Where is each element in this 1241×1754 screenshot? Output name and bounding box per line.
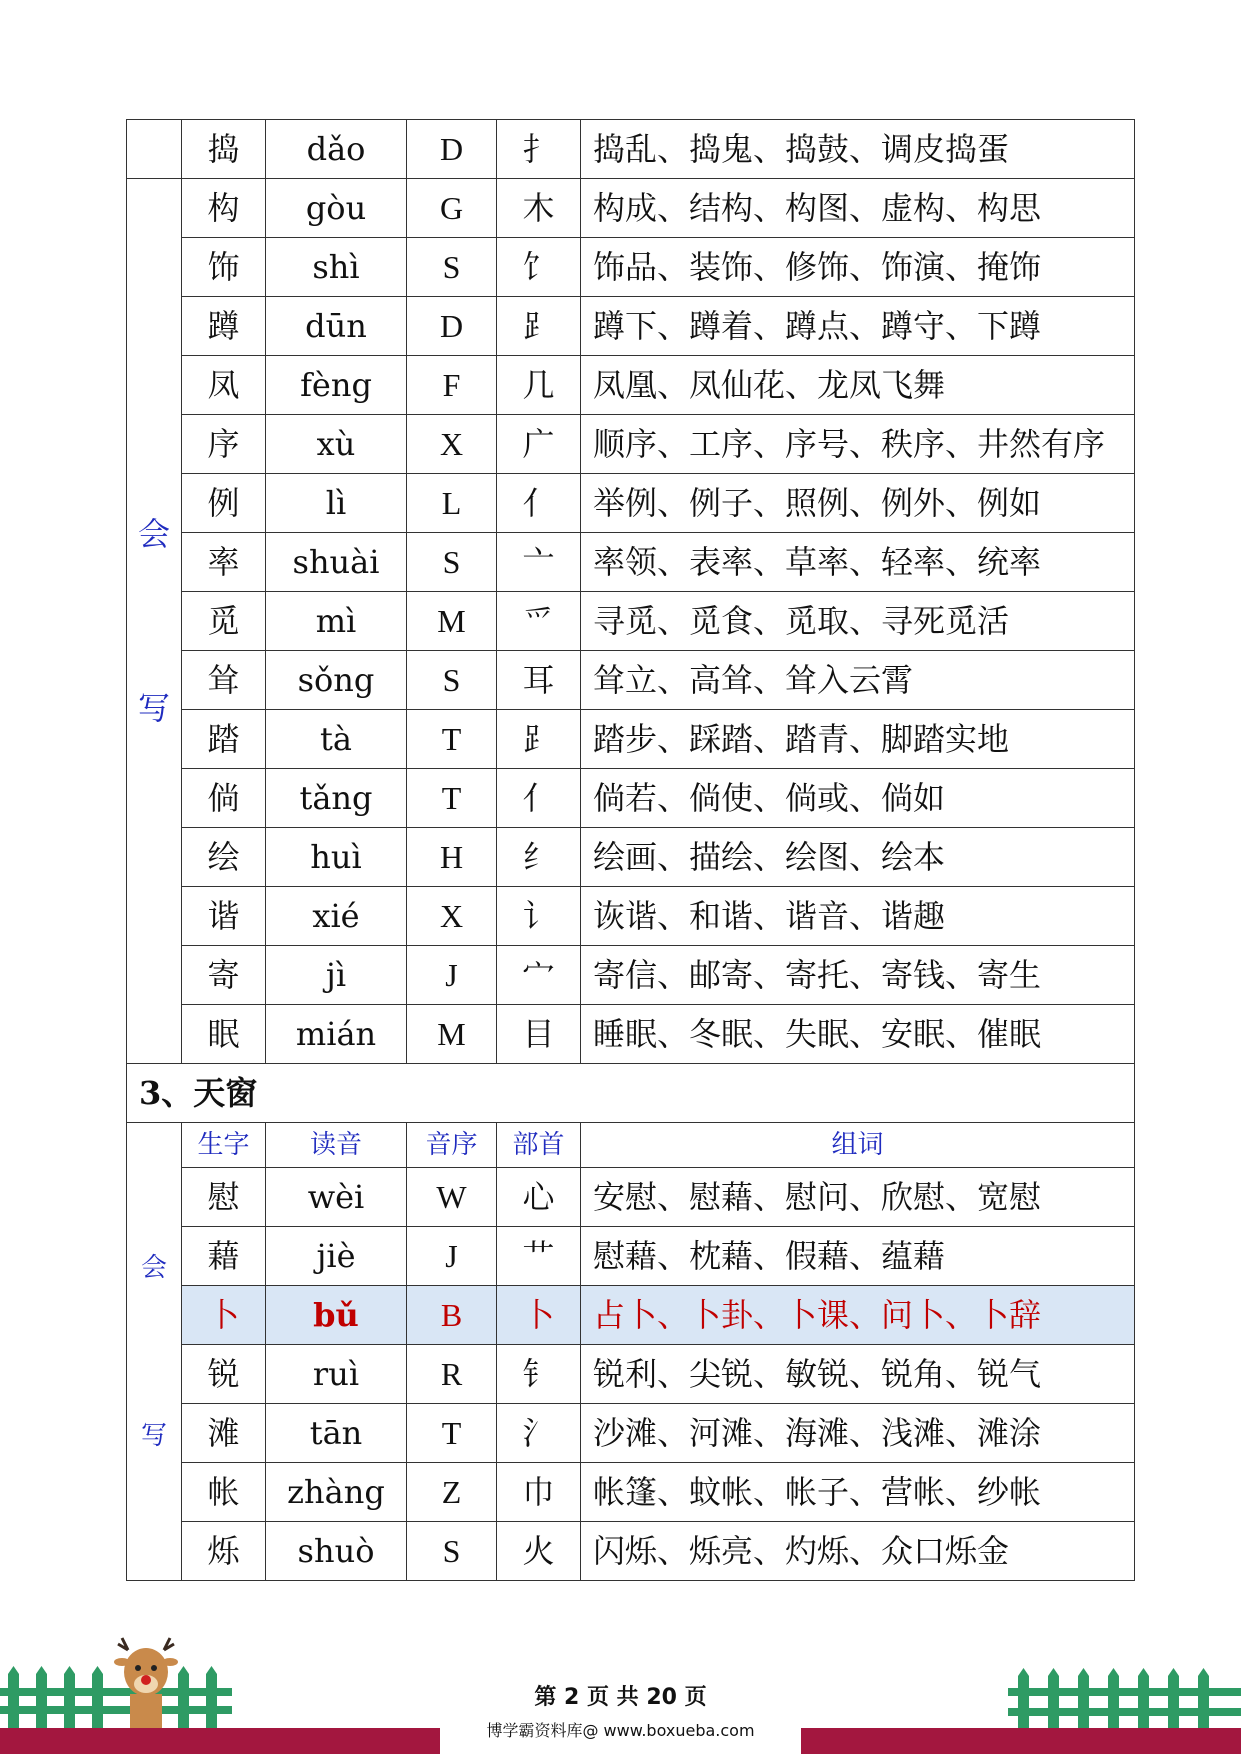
words-cell: 凤凰、凤仙花、龙凤飞舞 (581, 356, 1135, 415)
radical-cell: 目 (497, 1005, 581, 1064)
words-cell: 闪烁、烁亮、灼烁、众口烁金 (581, 1522, 1135, 1581)
letter-cell: T (407, 710, 497, 769)
table-row (127, 1005, 1135, 1064)
section-title: 3、天窗 (127, 1064, 1135, 1123)
words-cell: 寻觅、觅食、觅取、寻死觅活 (581, 592, 1135, 651)
pinyin-cell: tān (266, 1404, 407, 1463)
table-row (127, 238, 1135, 297)
side-label-write: 写 (137, 689, 170, 727)
letter-cell: X (407, 887, 497, 946)
letter-cell: X (407, 415, 497, 474)
char-cell: 耸 (182, 651, 266, 710)
table-row (127, 533, 1135, 592)
pinyin-cell: tà (266, 710, 407, 769)
pinyin-cell: shuài (266, 533, 407, 592)
letter-cell: T (407, 769, 497, 828)
words-cell: 率领、表率、草率、轻率、统率 (581, 533, 1135, 592)
pinyin-cell: shuò (266, 1522, 407, 1581)
pinyin-cell: jiè (266, 1227, 407, 1286)
radical-cell: 氵 (497, 1404, 581, 1463)
letter-cell: F (407, 356, 497, 415)
letter-cell: L (407, 474, 497, 533)
char-cell: 构 (182, 179, 266, 238)
char-cell: 凤 (182, 356, 266, 415)
letter-cell: J (407, 946, 497, 1005)
pinyin-cell: ruì (266, 1345, 407, 1404)
site-credit: 博学霸资料库@ www.boxueba.com (486, 1721, 755, 1740)
letter-cell: G (407, 179, 497, 238)
table-row (127, 1463, 1135, 1522)
char-cell: 藉 (182, 1227, 266, 1286)
table-row (127, 946, 1135, 1005)
side-label-read: 会 (137, 515, 170, 553)
letter-cell: B (407, 1286, 497, 1345)
pinyin-cell: fèng (266, 356, 407, 415)
radical-cell: 亻 (497, 474, 581, 533)
char-cell: 烁 (182, 1522, 266, 1581)
letter-cell: R (407, 1345, 497, 1404)
pinyin-cell: xié (266, 887, 407, 946)
page-number: 第 2 页 共 20 页 (534, 1685, 707, 1710)
words-cell: 寄信、邮寄、寄托、寄钱、寄生 (581, 946, 1135, 1005)
char-cell: 眠 (182, 1005, 266, 1064)
char-cell: 寄 (182, 946, 266, 1005)
table-row (127, 297, 1135, 356)
table-row (127, 1168, 1135, 1227)
pinyin-cell: dǎo (266, 120, 407, 179)
pinyin-cell: zhàng (266, 1463, 407, 1522)
radical-cell: 讠 (497, 887, 581, 946)
radical-cell: 木 (497, 179, 581, 238)
char-cell: 捣 (182, 120, 266, 179)
words-cell: 绘画、描绘、绘图、绘本 (581, 828, 1135, 887)
words-cell: 捣乱、捣鬼、捣鼓、调皮捣蛋 (581, 120, 1135, 179)
table-row (127, 592, 1135, 651)
letter-cell: H (407, 828, 497, 887)
radical-cell: 纟 (497, 828, 581, 887)
char-cell: 倘 (182, 769, 266, 828)
table-row (127, 415, 1135, 474)
header-radical: 部首 (497, 1123, 581, 1168)
pinyin-cell: bǔ (266, 1286, 407, 1345)
words-cell: 占卜、卜卦、卜课、问卜、卜辞 (581, 1286, 1135, 1345)
table-row (127, 710, 1135, 769)
letter-cell: D (407, 120, 497, 179)
words-cell: 帐篷、蚊帐、帐子、营帐、纱帐 (581, 1463, 1135, 1522)
table-row (127, 179, 1135, 238)
letter-cell: W (407, 1168, 497, 1227)
words-cell: 耸立、高耸、耸入云霄 (581, 651, 1135, 710)
words-cell: 沙滩、河滩、海滩、浅滩、滩涂 (581, 1404, 1135, 1463)
table-row (127, 1286, 1135, 1345)
pinyin-cell: mì (266, 592, 407, 651)
char-cell: 谐 (182, 887, 266, 946)
pinyin-cell: wèi (266, 1168, 407, 1227)
radical-cell: 亻 (497, 769, 581, 828)
words-cell: 蹲下、蹲着、蹲点、蹲守、下蹲 (581, 297, 1135, 356)
radical-cell: 耳 (497, 651, 581, 710)
radical-cell: 钅 (497, 1345, 581, 1404)
char-cell: 率 (182, 533, 266, 592)
radical-cell: 广 (497, 415, 581, 474)
header-words: 组词 (581, 1123, 1135, 1168)
side-empty (127, 120, 182, 179)
char-cell: 帐 (182, 1463, 266, 1522)
letter-cell: D (407, 297, 497, 356)
words-cell: 锐利、尖锐、敏锐、锐角、锐气 (581, 1345, 1135, 1404)
side-label-read: 会 (140, 1252, 167, 1283)
pinyin-cell: sǒng (266, 651, 407, 710)
char-cell: 绘 (182, 828, 266, 887)
char-cell: 蹲 (182, 297, 266, 356)
radical-cell: 巾 (497, 1463, 581, 1522)
radical-cell: 亠 (497, 533, 581, 592)
radical-cell: ⻊ (497, 710, 581, 769)
words-cell: 顺序、工序、序号、秩序、井然有序 (581, 415, 1135, 474)
pinyin-cell: huì (266, 828, 407, 887)
table-row (127, 1227, 1135, 1286)
words-cell: 睡眠、冬眠、失眠、安眠、催眠 (581, 1005, 1135, 1064)
letter-cell: S (407, 533, 497, 592)
pinyin-cell: lì (266, 474, 407, 533)
pinyin-cell: shì (266, 238, 407, 297)
pinyin-cell: tǎng (266, 769, 407, 828)
table-row (127, 1522, 1135, 1581)
table-row (127, 887, 1135, 946)
letter-cell: S (407, 238, 497, 297)
words-cell: 诙谐、和谐、谐音、谐趣 (581, 887, 1135, 946)
letter-cell: M (407, 1005, 497, 1064)
letter-cell: S (407, 1522, 497, 1581)
vocab-table (126, 119, 1135, 1581)
table-row (127, 828, 1135, 887)
words-cell: 倘若、倘使、倘或、倘如 (581, 769, 1135, 828)
table-row (127, 769, 1135, 828)
words-cell: 饰品、装饰、修饰、饰演、掩饰 (581, 238, 1135, 297)
table-row (127, 356, 1135, 415)
char-cell: 饰 (182, 238, 266, 297)
radical-cell: 艹 (497, 1227, 581, 1286)
words-cell: 安慰、慰藉、慰问、欣慰、宽慰 (581, 1168, 1135, 1227)
radical-cell: 扌 (497, 120, 581, 179)
pinyin-cell: jì (266, 946, 407, 1005)
letter-cell: T (407, 1404, 497, 1463)
radical-cell: 火 (497, 1522, 581, 1581)
words-cell: 举例、例子、照例、例外、例如 (581, 474, 1135, 533)
pinyin-cell: dūn (266, 297, 407, 356)
header-letter: 音序 (407, 1123, 497, 1168)
char-cell: 例 (182, 474, 266, 533)
radical-cell: 心 (497, 1168, 581, 1227)
letter-cell: J (407, 1227, 497, 1286)
pinyin-cell: xù (266, 415, 407, 474)
header-row (127, 1123, 1135, 1168)
radical-cell: 爫 (497, 592, 581, 651)
radical-cell: 卜 (497, 1286, 581, 1345)
letter-cell: M (407, 592, 497, 651)
words-cell: 慰藉、枕藉、假藉、蕴藉 (581, 1227, 1135, 1286)
letter-cell: Z (407, 1463, 497, 1522)
header-char: 生字 (182, 1123, 266, 1168)
side-label-write: 写 (140, 1420, 167, 1451)
letter-cell: S (407, 651, 497, 710)
radical-cell: 饣 (497, 238, 581, 297)
radical-cell: 几 (497, 356, 581, 415)
pinyin-cell: gòu (266, 179, 407, 238)
char-cell: 滩 (182, 1404, 266, 1463)
words-cell: 踏步、踩踏、踏青、脚踏实地 (581, 710, 1135, 769)
pinyin-cell: mián (266, 1005, 407, 1064)
words-cell: 构成、结构、构图、虚构、构思 (581, 179, 1135, 238)
table-row (127, 474, 1135, 533)
side-label-1 (127, 179, 182, 1064)
char-cell: 锐 (182, 1345, 266, 1404)
table-row (127, 1345, 1135, 1404)
char-cell: 慰 (182, 1168, 266, 1227)
radical-cell: 宀 (497, 946, 581, 1005)
char-cell: 觅 (182, 592, 266, 651)
char-cell: 序 (182, 415, 266, 474)
side-label-2 (127, 1123, 182, 1581)
header-pinyin: 读音 (266, 1123, 407, 1168)
char-cell: 踏 (182, 710, 266, 769)
radical-cell: ⻊ (497, 297, 581, 356)
char-cell: 卜 (182, 1286, 266, 1345)
section-title-row (127, 1064, 1135, 1123)
table-row (127, 651, 1135, 710)
table-row (127, 120, 1135, 179)
table-row (127, 1404, 1135, 1463)
